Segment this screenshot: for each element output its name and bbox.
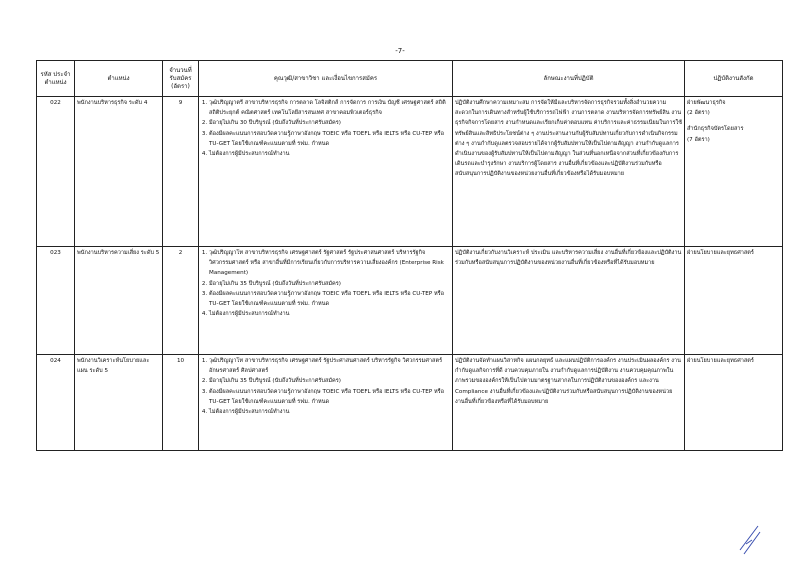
table-row bbox=[37, 355, 783, 451]
row-qualifications bbox=[199, 97, 453, 247]
row-code: 024 bbox=[37, 355, 75, 451]
unit-line: ฝ่ายพัฒนาธุรกิจ bbox=[687, 100, 726, 106]
row-count: 9 bbox=[163, 97, 199, 247]
qualification-item: 4. ไม่ต้องการผู้มีประสบการณ์ทำงาน bbox=[209, 309, 450, 319]
qualification-item: 4. ไม่ต้องการผู้มีประสบการณ์ทำงาน bbox=[209, 149, 450, 159]
header-position: ตำแหน่ง bbox=[75, 61, 163, 97]
page-number: -7- bbox=[395, 47, 405, 55]
row-code: 023 bbox=[37, 247, 75, 355]
row-duties: ปฏิบัติงานศึกษาความเหมาะสม การจัดให้มีและบริหารจัดการธุรกิจรวมทั้งสิ่งอำนวยความสะดวกในการเดินทางสำหรับผู้ใช้บริการรถไฟฟ้า งานการตลาด งานบริหารจัดการทรัพย์สิน งานธุรกิจกิจการโดยสาร งานกำหนดและเรียกเก็บค่าตอบแทน ค่าบริการและค่าธรรมเนียมในการใช้ทรัพย์สินและสิทธิประโยชน์ต่าง ๆ งานประสานงานกับผู้รับสัมปทานเกี่ยวกับการดำเนินกิจกรรมต่าง ๆ งานกำกับดูแลตรวจสอบรายได้จากผู้รับสัมปทานให้เป็นไปตามสัญญา งานกำกับดูแลการดำเนินงานของผู้รับสัมปทานให้เป็นไปตามสัญญา ในส่วนที่นอกเหนือจากส่วนที่เกี่ยวข้องกับการเดินรถและบำรุงรักษา งานบริการผู้โดยสาร งานอื่นที่เกี่ยวข้องและปฏิบัติงานร่วมกับหรือสนับสนุนการปฏิบัติงานของหน่วยงานอื่นที่เกี่ยวข้องหรือได้รับมอบหมาย bbox=[453, 97, 685, 247]
row-count: 10 bbox=[163, 355, 199, 451]
row-qualifications bbox=[199, 247, 453, 355]
row-unit bbox=[685, 355, 783, 451]
table-header-row bbox=[37, 61, 783, 97]
unit-line: สำนักธุรกิจบัตรโดยสาร bbox=[687, 126, 744, 133]
signature-mark bbox=[736, 520, 762, 556]
row-code: 022 bbox=[37, 97, 75, 247]
qualification-item: 2. มีอายุไม่เกิน 35 ปีบริบูรณ์ (นับถึงวันที่ประกาศรับสมัคร) bbox=[209, 279, 450, 289]
row-duties: ปฏิบัติงานเกี่ยวกับงานวิเคราะห์ ประเมิน และบริหารความเสี่ยง งานอื่นที่เกี่ยวข้องและปฏิบัติงานร่วมกับหรือสนับสนุนการปฏิบัติงานของหน่วยงานอื่นที่เกี่ยวข้องหรือที่ได้รับมอบหมาย bbox=[453, 247, 685, 355]
unit-line: (7 อัตรา) bbox=[687, 136, 710, 143]
header-qualifications: คุณวุฒิ/สาขาวิชา และเงื่อนไขการสมัคร bbox=[199, 61, 453, 97]
qualification-item: 3. ต้องมีผลคะแนนการสอบวัดความรู้ภาษาอังกฤษ TOEIC หรือ TOEFL หรือ IELTS หรือ CU-TEP หรือ TU-GET โดยใช้เกณฑ์คะแนนตามที่ รฟม. กำหนด bbox=[209, 129, 450, 149]
qualification-item: 3. ต้องมีผลคะแนนการสอบวัดความรู้ภาษาอังกฤษ TOEIC หรือ TOEFL หรือ IELTS หรือ CU-TEP หรือ TU-GET โดยใช้เกณฑ์คะแนนตามที่ รฟม. กำหนด bbox=[209, 387, 450, 407]
row-duties: ปฏิบัติงานจัดทำแผนวิสาหกิจ แผนกลยุทธ์ และแผนปฏิบัติการองค์กร งานประเมินผลองค์กร งานกำกับดูแลกิจการที่ดี งานควบคุมภายใน งานกำกับดูแลการปฏิบัติงาน งานควบคุมคุณภาพในภาพรวมขององค์กรให้เป็นไปตามมาตรฐานสากลในการปฏิบัติงานขององค์กร และงาน Compliance งานอื่นที่เกี่ยวข้องและปฏิบัติงานร่วมกับหรือสนับสนุนการปฏิบัติงานของหน่วยงานอื่นที่เกี่ยวข้องหรือที่ได้รับมอบหมาย bbox=[453, 355, 685, 451]
table-row bbox=[37, 247, 783, 355]
header-unit: ปฏิบัติงานสังกัด bbox=[685, 61, 783, 97]
header-code: รหัส ประจำ ตำแหน่ง bbox=[37, 61, 75, 97]
row-qualifications bbox=[199, 355, 453, 451]
job-table bbox=[36, 60, 783, 451]
row-unit bbox=[685, 247, 783, 355]
table-row bbox=[37, 97, 783, 247]
qualification-item: 1. วุฒิปริญญาโท สาขาบริหารธุรกิจ เศรษฐศาสตร์ รัฐประศาสนศาสตร์ บริหารรัฐกิจ วิศวกรรมศาสตร์ อักษรศาสตร์ ศิลปศาสตร์ bbox=[209, 356, 450, 376]
header-count: จำนวนที่ รับสมัคร (อัตรา) bbox=[163, 61, 199, 97]
header-duties: ลักษณะงานที่ปฏิบัติ bbox=[453, 61, 685, 97]
qualification-item: 3. ต้องมีผลคะแนนการสอบวัดความรู้ภาษาอังกฤษ TOEIC หรือ TOEFL หรือ IELTS หรือ CU-TEP หรือ TU-GET โดยใช้เกณฑ์คะแนนตามที่ รฟม. กำหนด bbox=[209, 289, 450, 309]
row-count: 2 bbox=[163, 247, 199, 355]
unit-line: ฝ่ายนโยบายและยุทธศาสตร์ bbox=[687, 358, 754, 364]
row-unit bbox=[685, 97, 783, 247]
qualification-item: 1. วุฒิปริญญาโท สาขาบริหารธุรกิจ เศรษฐศาสตร์ รัฐศาสตร์ รัฐประศาสนศาสตร์ บริหารรัฐกิจ วิศวกรรมศาสตร์ หรือ สาขาอื่นที่มีการเรียนเกี่ยวกับการบริหารความเสี่ยงองค์กร (Enterprise Risk Management) bbox=[209, 248, 450, 279]
unit-line: ฝ่ายนโยบายและยุทธศาสตร์ bbox=[687, 250, 754, 256]
row-position: พนักงานบริหารความเสี่ยง ระดับ 5 bbox=[75, 247, 163, 355]
row-position: พนักงานบริหารธุรกิจ ระดับ 4 bbox=[75, 97, 163, 247]
row-position: พนักงานวิเคราะห์นโยบายและแผน ระดับ 5 bbox=[75, 355, 163, 451]
qualification-item: 2. มีอายุไม่เกิน 35 ปีบริบูรณ์ (นับถึงวันที่ประกาศรับสมัคร) bbox=[209, 376, 450, 386]
qualification-item: 1. วุฒิปริญญาตรี สาขาบริหารธุรกิจ การตลาด โลจิสติกส์ การจัดการ การเงิน บัญชี เศรษฐศาสตร์ สถิติ สถิติประยุกต์ คณิตศาสตร์ เทคโนโลยีสารสนเทศ สาขาคอมพิวเตอร์ธุรกิจ bbox=[209, 98, 450, 118]
qualification-item: 2. มีอายุไม่เกิน 30 ปีบริบูรณ์ (นับถึงวันที่ประกาศรับสมัคร) bbox=[209, 118, 450, 128]
qualification-item: 4. ไม่ต้องการผู้มีประสบการณ์ทำงาน bbox=[209, 407, 450, 417]
unit-line: (2 อัตรา) bbox=[687, 110, 710, 117]
